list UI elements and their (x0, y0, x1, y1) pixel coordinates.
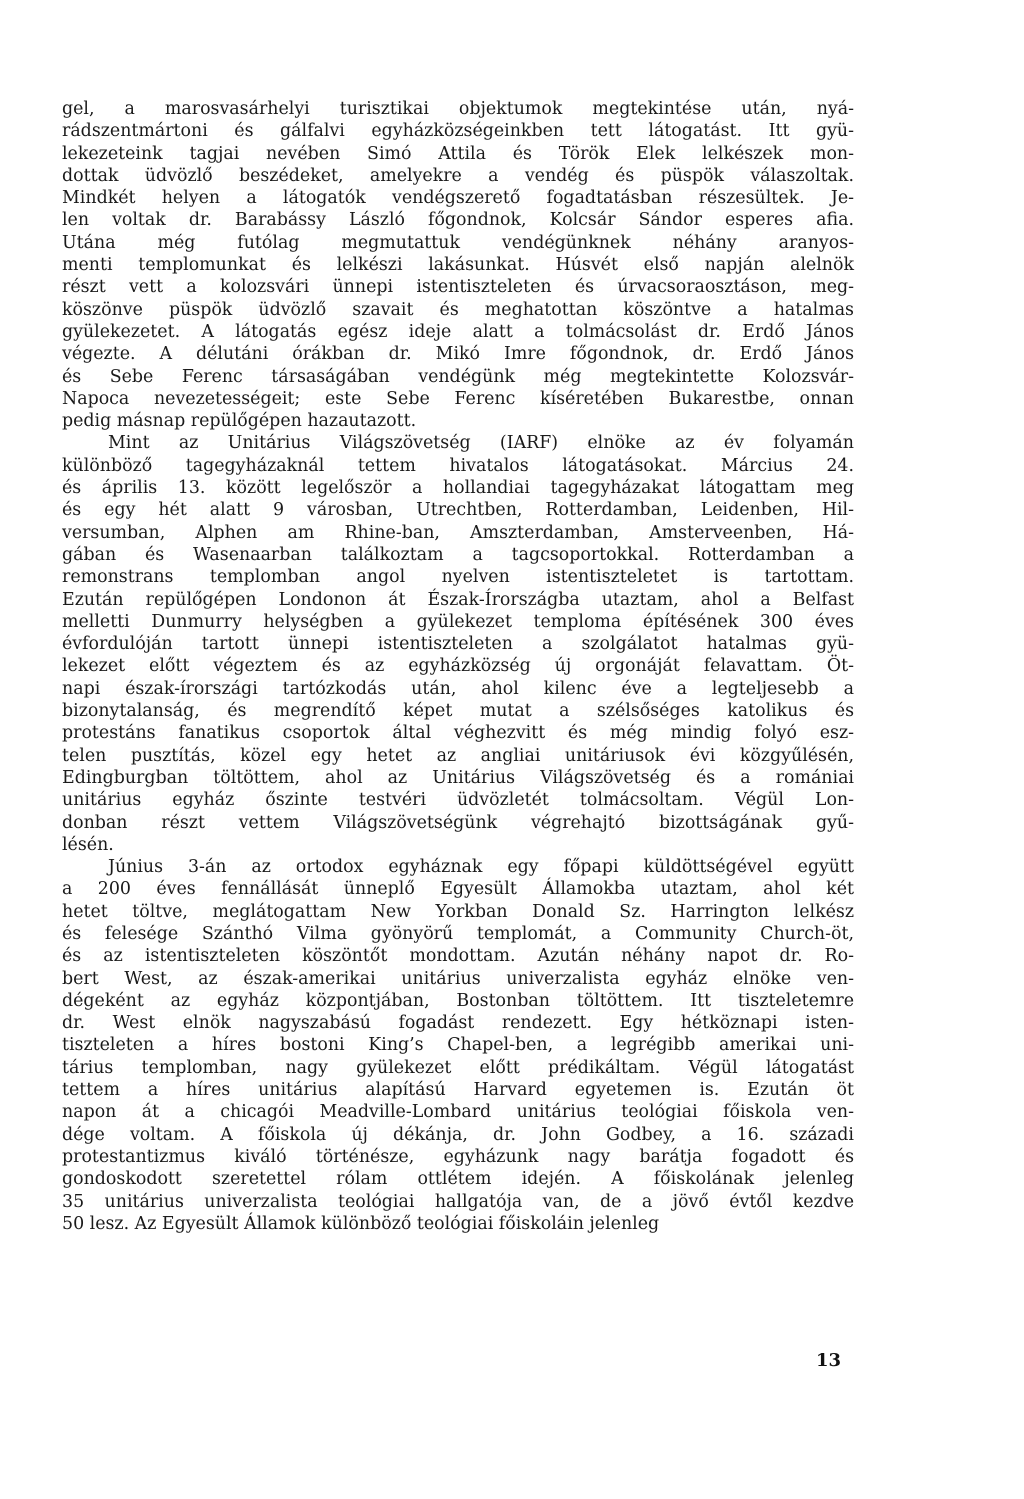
page-body (62, 98, 854, 1235)
text-line: végezte. A délutáni órákban dr. Mikó Imre főgondnok, dr. Erdő János (62, 344, 854, 365)
text-line: gondoskodott szeretettel rólam ottlétem idején. A főiskolának jelenleg (62, 1169, 854, 1190)
text-line: bizonytalanság, és megrendítő képet mutat a szélsőséges katolikus és (62, 701, 854, 722)
text-line: Napoca nevezetességeit; este Sebe Ferenc kíséretében Bukarestbe, onnan (62, 388, 854, 409)
text-line: lekezet előtt végeztem és az egyházközség új orgonáját felavattam. Öt- (62, 656, 854, 677)
text-line: és egy hét alatt 9 városban, Utrechtben, Rotterdamban, Leidenben, Hil- (62, 500, 854, 521)
text-line: protestantizmus kiváló történésze, egyházunk nagy barátja fogadott és (62, 1146, 854, 1167)
text-line: 50 lesz. Az Egyesült Államok különböző teológiai főiskoláin jelenleg (62, 1213, 660, 1234)
text-line: telen pusztítás, közel egy hetet az angliai unitáriusok évi közgyűlésén, (62, 745, 854, 766)
text-line: lekezeteink tagjai nevében Simó Attila és Török Elek lelkészek mon- (62, 143, 854, 164)
text-line: napi észak-írországi tartózkodás után, ahol kilenc éve a legteljesebb a (62, 678, 854, 699)
text-line: 35 unitárius univerzalista teológiai hallgatója van, de a jövő évtől kezdve (62, 1191, 854, 1212)
text-line: és április 13. között legelőször a hollandiai tagegyházakat látogattam meg (62, 478, 854, 499)
text-line: a 200 éves fennállását ünneplő Egyesült Államokba utaztam, ahol két (62, 879, 854, 900)
text-line: remonstrans templomban angol nyelven istentiszteletet is tartottam. (62, 567, 854, 588)
text-line: tettem a híres unitárius alapítású Harvard egyetemen is. Ezután öt (62, 1080, 854, 1101)
text-line: dr. West elnök nagyszabású fogadást rendezett. Egy hétköznapi isten- (62, 1013, 854, 1034)
text-line: rádszentmártoni és gálfalvi egyházközségeinkben tett látogatást. Itt gyü- (62, 121, 854, 142)
page-number: 13 (816, 1350, 842, 1371)
paragraph-3 (62, 856, 854, 1235)
text-line: Mindkét helyen a látogatók vendégszerető fogadtatásban részesültek. Je- (62, 188, 854, 209)
text-line: Június 3-án az ortodox egyháznak egy főpapi küldöttségével együtt (108, 857, 854, 878)
text-line: dégeként az egyház központjában, Bostonban töltöttem. Itt tiszteletemre (62, 990, 854, 1011)
text-line: donban részt vettem Világszövetségünk végrehajtó bizottságának gyű- (62, 812, 854, 833)
text-line: unitárius egyház őszinte testvéri üdvözletét tolmácsoltam. Végül Lon- (62, 790, 854, 811)
paragraph-2 (62, 432, 854, 856)
text-line: Edingburgban töltöttem, ahol az Unitárius Világszövetség és a romániai (62, 767, 854, 788)
text-line: tiszteleten a híres bostoni King’s Chapel-ben, a legrégibb amerikai uni- (62, 1035, 854, 1056)
text-line: dottak üdvözlő beszédeket, amelyekre a vendég és püspök válaszoltak. (62, 165, 854, 186)
text-line: részt vett a kolozsvári ünnepi istentiszteleten és úrvacsoraosztáson, meg- (62, 277, 854, 298)
text-line: menti templomunkat és lelkészi lakásunkat. Húsvét első napján alelnök (62, 255, 854, 276)
text-line: Utána még futólag megmutattuk vendégünknek néhány aranyos- (62, 232, 854, 253)
text-line: tárius templomban, nagy gyülekezet előtt prédikáltam. Végül látogatást (62, 1057, 854, 1078)
text-line: Ezután repülőgépen Londonon át Észak-Írországba utaztam, ahol a Belfast (62, 589, 854, 610)
text-line: különböző tagegyházaknál tettem hivatalos látogatásokat. Március 24. (62, 455, 854, 476)
text-line: napon át a chicagói Meadville-Lombard unitárius teológiai főiskola ven- (62, 1102, 854, 1123)
text-line: évfordulóján tartott ünnepi istentiszteleten a szolgálatot hatalmas gyü- (62, 634, 854, 655)
text-line: és az istentiszteleten köszöntőt mondottam. Azután néhány napot dr. Ro- (62, 946, 854, 967)
text-line: köszönve püspök üdvözlő szavait és meghatottan köszöntve a hatalmas (62, 299, 854, 320)
text-line: Mint az Unitárius Világszövetség (IARF) elnöke az év folyamán (108, 433, 854, 454)
text-line: gyülekezetet. A látogatás egész ideje alatt a tolmácsolást dr. Erdő János (62, 321, 854, 342)
text-line: dége voltam. A főiskola új dékánja, dr. John Godbey, a 16. századi (62, 1124, 854, 1145)
text-line: gel, a marosvasárhelyi turisztikai objektumok megtekintése után, nyá- (62, 99, 854, 119)
text-line: és felesége Szánthó Vilma gyönyörű templomát, a Community Church-öt, (62, 923, 854, 944)
paragraph-1 (62, 98, 854, 432)
text-line: len voltak dr. Barabássy László főgondnok, Kolcsár Sándor esperes afia. (62, 210, 854, 231)
text-line: versumban, Alphen am Rhine-ban, Amszterdamban, Amsterveenben, Há- (62, 522, 854, 543)
text-line: bert West, az észak-amerikai unitárius univerzalista egyház elnöke ven- (62, 968, 854, 989)
text-line: protestáns fanatikus csoportok által véghezvitt és még mindig folyó esz- (62, 723, 854, 744)
text-line: és Sebe Ferenc társaságában vendégünk még megtekintette Kolozsvár- (62, 366, 854, 387)
text-line: pedig másnap repülőgépen hazautazott. (62, 411, 417, 432)
text-line: lésén. (62, 834, 114, 855)
text-line: melletti Dunmurry helységben a gyülekezet temploma építésének 300 éves (62, 611, 854, 632)
text-line: hetet töltve, meglátogattam New Yorkban Donald Sz. Harrington lelkész (62, 901, 854, 922)
text-line: gában és Wasenaarban találkoztam a tagcsoportokkal. Rotterdamban a (62, 544, 854, 565)
